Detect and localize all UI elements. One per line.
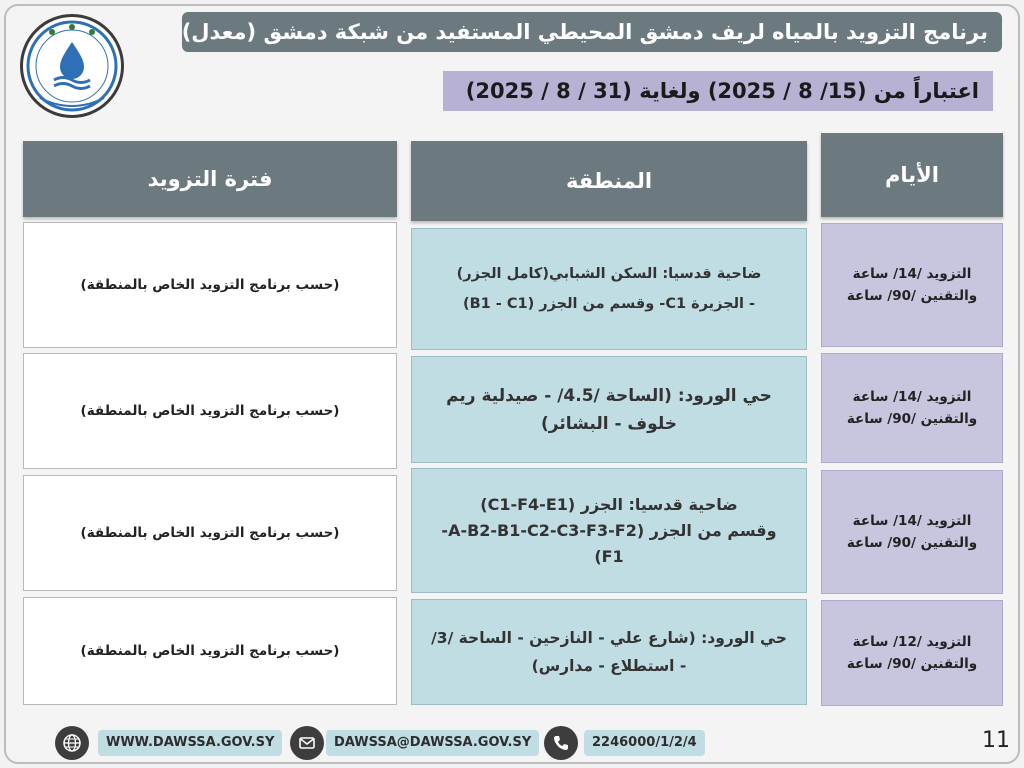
column-header-period: فترة التزويد (23, 141, 397, 217)
table-row-period: (حسب برنامج التزويد الخاص بالمنطقة) (23, 597, 397, 705)
zone-line: خلوف - البشائر) (540, 413, 678, 434)
days-supply-hours: التزويد /14/ ساعة (852, 266, 972, 282)
zone-line: حي الورود: (شارع علي - النازحين - الساحة /3/ (431, 629, 787, 647)
days-cut-hours: والتقنين /90/ ساعة (846, 288, 978, 304)
zone-line: حي الورود: (الساحة /4.5/ - صيدلية ريم (446, 385, 772, 406)
days-cut-hours: والتقنين /90/ ساعة (846, 656, 978, 672)
page-title: برنامج التزويد بالمياه لريف دمشق المحيطي المستفيد من شبكة دمشق (معدل) (182, 12, 1002, 52)
table-row-days (821, 470, 1003, 594)
table-row-zone (411, 468, 807, 593)
days-supply-hours: التزويد /14/ ساعة (852, 389, 972, 405)
organization-logo (20, 14, 124, 118)
website-link[interactable]: WWW.DAWSSA.GOV.SY (98, 730, 282, 756)
column-header-days: الأيام (821, 133, 1003, 217)
phone-number[interactable]: 2246000/1/2/4 (584, 730, 705, 756)
table-row-zone (411, 356, 807, 463)
phone-icon (544, 726, 578, 760)
table-row-days (821, 223, 1003, 347)
table-row-zone (411, 228, 807, 350)
days-cut-hours: والتقنين /90/ ساعة (846, 535, 978, 551)
zone-line: - استطلاع - مدارس) (531, 657, 687, 675)
table-row-zone (411, 599, 807, 705)
envelope-icon (290, 726, 324, 760)
zone-line: - الجزيرة C1- وقسم من الجزر (B1 - C1) (462, 296, 756, 312)
page-number: 11 (982, 728, 1010, 753)
column-header-zone: المنطقة (411, 141, 807, 221)
globe-icon (55, 726, 89, 760)
table-row-period: (حسب برنامج التزويد الخاص بالمنطقة) (23, 475, 397, 591)
zone-line: وقسم من الجزر (A-B2-B1-C2-C3-F3-F2- (441, 520, 777, 540)
date-range: اعتباراً من (15/ 8 / 2025) ولغاية (31 / 8 / 2025) (443, 71, 993, 111)
zone-line: ضاحية قدسيا: الجزر (C1-F4-E1) (480, 494, 738, 514)
days-supply-hours: التزويد /12/ ساعة (852, 634, 972, 650)
table-row-days (821, 353, 1003, 463)
water-drop-logo-icon (24, 18, 120, 114)
table-row-period: (حسب برنامج التزويد الخاص بالمنطقة) (23, 222, 397, 348)
zone-line: F1) (594, 546, 624, 566)
days-cut-hours: والتقنين /90/ ساعة (846, 411, 978, 427)
table-row-period: (حسب برنامج التزويد الخاص بالمنطقة) (23, 353, 397, 469)
days-supply-hours: التزويد /14/ ساعة (852, 513, 972, 529)
zone-line: ضاحية قدسيا: السكن الشبابي(كامل الجزر) (456, 266, 762, 282)
table-row-days (821, 600, 1003, 706)
email-link[interactable]: DAWSSA@DAWSSA.GOV.SY (326, 730, 539, 756)
